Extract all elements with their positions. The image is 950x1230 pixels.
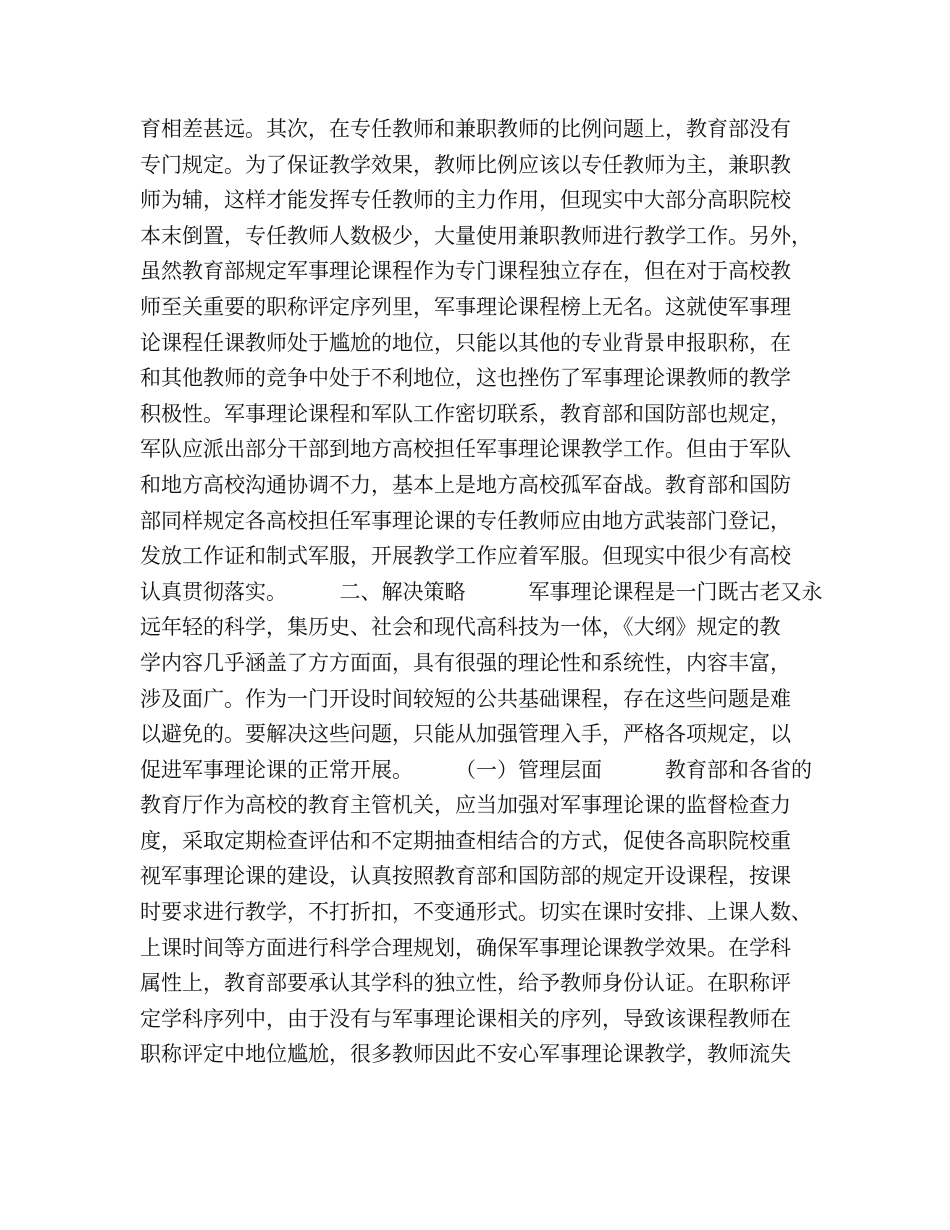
text-line: 师为辅，这样才能发挥专任教师的主力作用，但现实中大部分高职院校: [140, 188, 791, 213]
text-line: 远年轻的科学，集历史、社会和现代高科技为一体，《大纲》规定的教: [140, 615, 781, 640]
text-line: 部同样规定各高校担任军事理论课的专任教师应由地方武装部门登记，: [140, 508, 791, 533]
text-line: 教育厅作为高校的教育主管机关，应当加强对军事理论课的监督检查力: [140, 793, 791, 818]
text-line: 以避免的。要解决这些问题，只能从加强管理入手，严格各项规定，以: [140, 722, 791, 747]
text-line: 学内容几乎涵盖了方方面面，具有很强的理论性和系统性，内容丰富，: [140, 650, 791, 675]
body-text: [140, 112, 830, 1073]
text-line: 军队应派出部分干部到地方高校担任军事理论课教学工作。但由于军队: [140, 437, 791, 462]
text-line: 促进军事理论课的正常开展。 （一）管理层面 教育部和各省的: [140, 757, 812, 782]
text-line: 本末倒置，专任教师人数极少，大量使用兼职教师进行教学工作。另外，: [140, 223, 812, 248]
text-line: 虽然教育部规定军事理论课程作为专门课程独立存在，但在对于高校教: [140, 259, 791, 284]
text-line: 上课时间等方面进行科学合理规划，确保军事理论课教学效果。在学科: [140, 935, 791, 960]
text-line: 度，采取定期检查评估和不定期抽查相结合的方式，促使各高职院校重: [140, 828, 791, 853]
text-line: 积极性。军事理论课程和军队工作密切联系，教育部和国防部也规定，: [140, 401, 791, 426]
text-line: 论课程任课教师处于尴尬的地位，只能以其他的专业背景申报职称，在: [140, 330, 791, 355]
text-line: 认真贯彻落实。 二、解决策略 军事理论课程是一门既古老又永: [140, 579, 823, 604]
text-line: 时要求进行教学，不打折扣，不变通形式。切实在课时安排、上课人数、: [140, 900, 812, 925]
text-line: 发放工作证和制式军服，开展教学工作应着军服。但现实中很少有高校: [140, 544, 791, 569]
text-line: 和地方高校沟通协调不力，基本上是地方高校孤军奋战。教育部和国防: [140, 472, 791, 497]
text-line: 专门规定。为了保证教学效果，教师比例应该以专任教师为主，兼职教: [140, 152, 791, 177]
text-line: 和其他教师的竞争中处于不利地位，这也挫伤了军事理论课教师的教学: [140, 366, 791, 391]
text-line: 职称评定中地位尴尬，很多教师因此不安心军事理论课教学，教师流失: [140, 1042, 791, 1067]
text-line: 育相差甚远。其次，在专任教师和兼职教师的比例问题上，教育部没有: [140, 117, 791, 141]
text-line: 属性上，教育部要承认其学科的独立性，给予教师身份认证。在职称评: [140, 971, 791, 996]
text-line: 涉及面广。作为一门开设时间较短的公共基础课程，存在这些问题是难: [140, 686, 791, 711]
text-line: 师至关重要的职称评定序列里，军事理论课程榜上无名。这就使军事理: [140, 294, 791, 319]
text-line: 视军事理论课的建设，认真按照教育部和国防部的规定开设课程，按课: [140, 864, 791, 889]
text-line: 定学科序列中，由于没有与军事理论课相关的序列，导致该课程教师在: [140, 1006, 791, 1031]
